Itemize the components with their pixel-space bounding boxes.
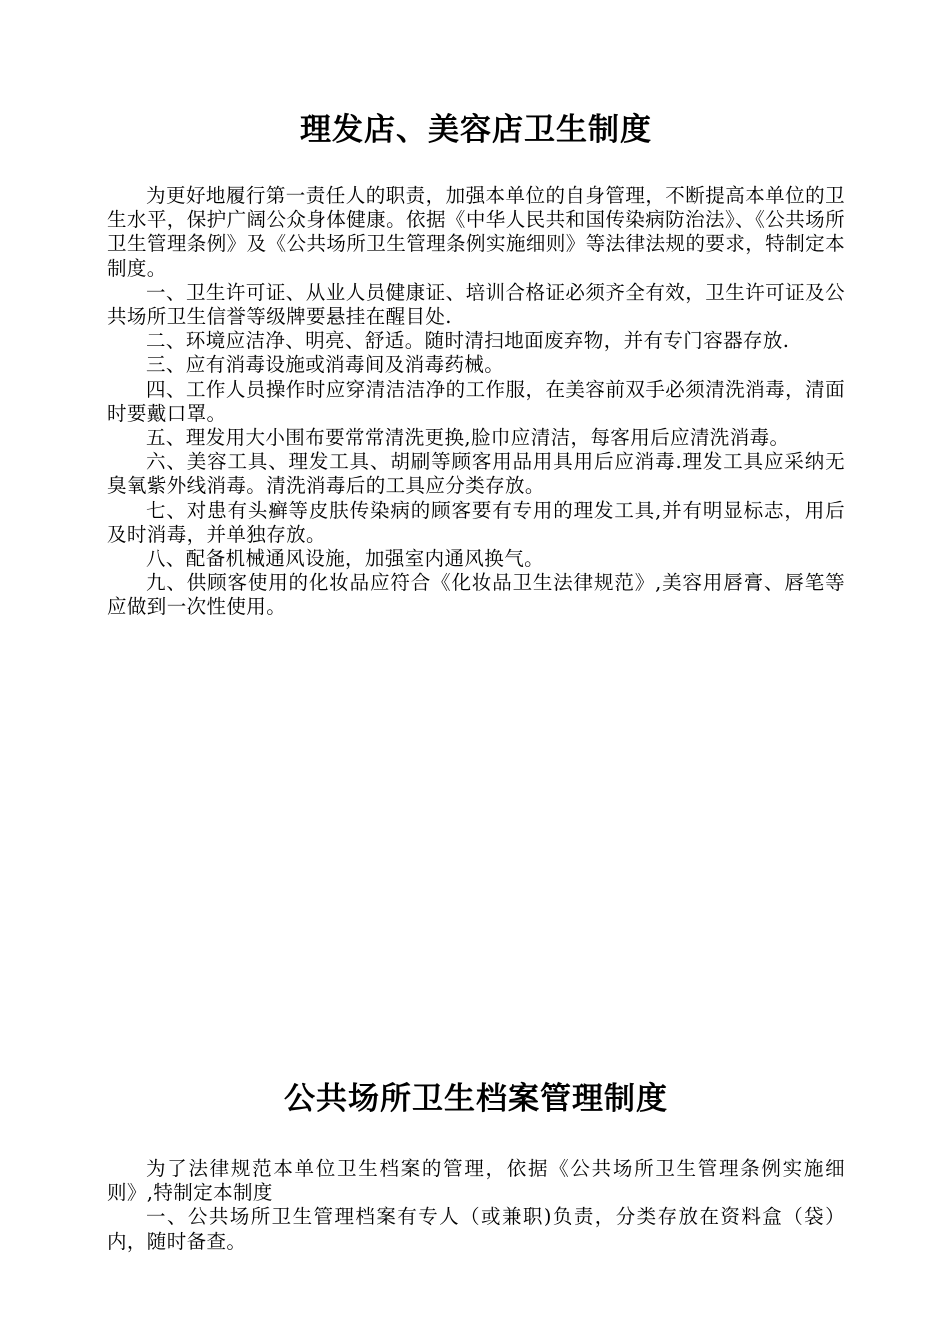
rule-1-paragraph: 一、公共场所卫生管理档案有专人（或兼职)负责，分类存放在资料盒（袋）内，随时备查。 xyxy=(107,1205,845,1253)
intro-paragraph: 为更好地履行第一责任人的职责，加强本单位的自身管理，不断提高本单位的卫生水平，保护广阔公众身体健康。依据《中华人民共和国传染病防治法》、《公共场所卫生管理条例》及《公共场所卫生管理条例实施细则》等法律法规的要求，特制定本制度。 xyxy=(107,184,845,280)
rule-8-paragraph: 八、配备机械通风设施，加强室内通风换气。 xyxy=(146,547,545,571)
rule-1-paragraph: 一、卫生许可证、从业人员健康证、培训合格证必须齐全有效，卫生许可证及公共场所卫生信誉等级牌要悬挂在醒目处. xyxy=(107,280,845,329)
rule-6-paragraph: 六、美容工具、理发工具、胡刷等顾客用品用具用后应消毒.理发工具应采纳无臭氧紫外线消毒。清洗消毒后的工具应分类存放。 xyxy=(107,450,845,498)
rule-4-paragraph: 四、工作人员操作时应穿清洁洁净的工作服，在美容前双手必须清洗消毒，清面时要戴口罩。 xyxy=(107,377,845,425)
intro-paragraph: 为了法律规范本单位卫生档案的管理，依据《公共场所卫生管理条例实施细则》,特制定本制度 xyxy=(107,1157,845,1205)
rule-9-paragraph: 九、供顾客使用的化妆品应符合《化妆品卫生法律规范》,美容用唇膏、唇笔等应做到一次性使用。 xyxy=(107,571,845,619)
section-title: 公共场所卫生档案管理制度 xyxy=(284,1081,668,1117)
rule-2-paragraph: 二、环境应洁净、明亮、舒适。随时清扫地面废弃物，并有专门容器存放. xyxy=(146,329,790,353)
section-title: 理发店、美容店卫生制度 xyxy=(300,112,652,148)
rule-7-paragraph: 七、对患有头癣等皮肤传染病的顾客要有专用的理发工具,并有明显标志，用后及时消毒，并单独存放。 xyxy=(107,498,845,546)
rule-5-paragraph: 五、理发用大小围布要常常清洗更换,脸巾应清洁，每客用后应清洗消毒。 xyxy=(146,426,790,450)
rule-3-paragraph: 三、应有消毒设施或消毒间及消毒药械。 xyxy=(146,353,505,377)
barber-beauty-hygiene-section xyxy=(107,104,845,620)
hygiene-archive-section xyxy=(107,1073,845,1254)
